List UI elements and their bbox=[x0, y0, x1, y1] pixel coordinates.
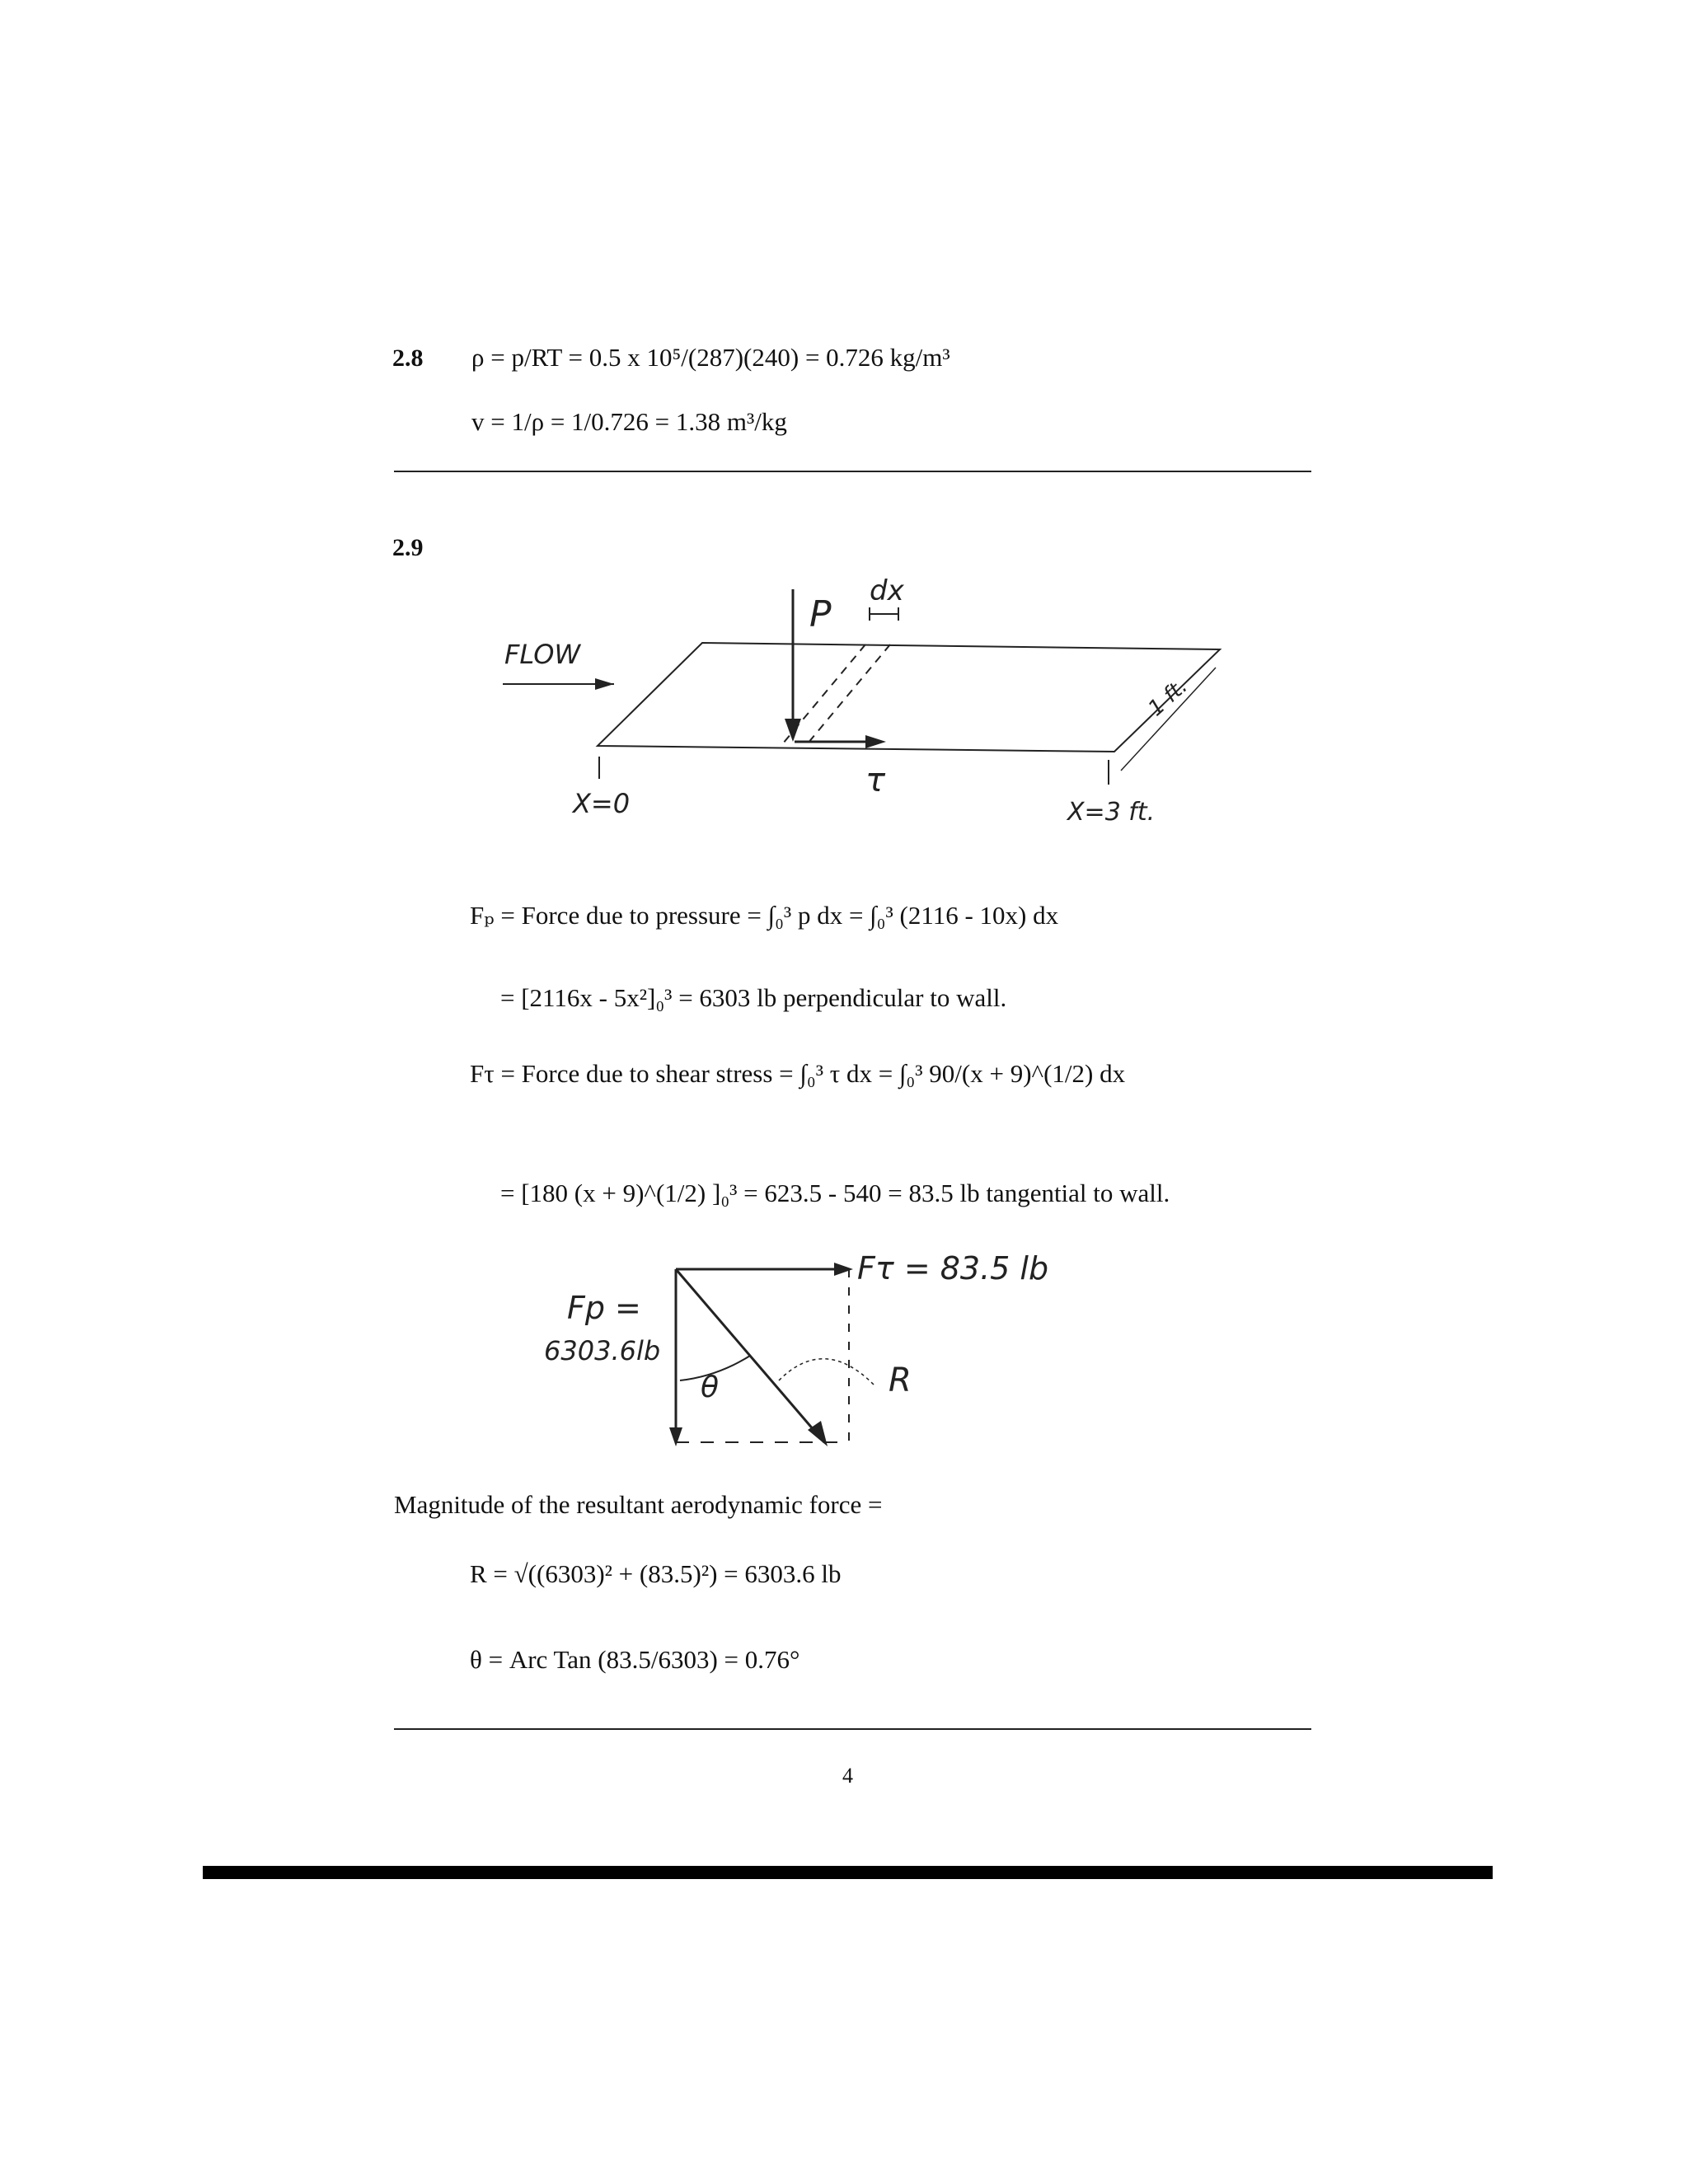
dx-label: dx bbox=[870, 574, 904, 607]
width-label: 1 ft. bbox=[1143, 673, 1193, 722]
plate-sketch bbox=[453, 569, 1278, 841]
force-vector-sketch bbox=[528, 1244, 1104, 1467]
resultant-equation: R = √((6303)² + (83.5)²) = 6303.6 lb bbox=[470, 1559, 842, 1588]
theta-equation: θ = Arc Tan (83.5/6303) = 0.76° bbox=[470, 1645, 800, 1674]
magnitude-text: Magnitude of the resultant aerodynamic force = bbox=[394, 1490, 883, 1519]
flat-plate bbox=[598, 643, 1220, 752]
x3-label: X=3 ft. bbox=[1067, 798, 1156, 827]
fp-result: = [2116x - 5x²]₀³ = 6303 lb perpendicular to wall. bbox=[500, 983, 1007, 1012]
flow-label: FLOW bbox=[504, 639, 581, 670]
specific-volume-equation: v = 1/ρ = 1/0.726 = 1.38 m³/kg bbox=[471, 407, 787, 436]
section-divider bbox=[394, 471, 1311, 472]
ftau-integral: Fτ = Force due to shear stress = ∫₀³ τ dx = ∫₀³ 90/(x + 9)^(1/2) dx bbox=[470, 1059, 1126, 1088]
problem-number-2-8: 2.8 bbox=[392, 344, 424, 372]
page-number: 4 bbox=[842, 1764, 853, 1788]
page-bottom-bar bbox=[203, 1866, 1493, 1879]
fp-integral: Fₚ = Force due to pressure = ∫₀³ p dx = ∫₀³ (2116 - 10x) dx bbox=[470, 901, 1059, 930]
r-label: R bbox=[889, 1361, 912, 1399]
p-label: P bbox=[809, 593, 832, 635]
theta-label: θ bbox=[701, 1371, 720, 1404]
fp-value: 6303.6lb bbox=[544, 1335, 661, 1366]
tau-label: τ bbox=[865, 762, 886, 799]
ftau-result: = [180 (x + 9)^(1/2) ]₀³ = 623.5 - 540 = 83.5 lb tangential to wall. bbox=[500, 1179, 1170, 1207]
ftau-label: Fτ = 83.5 lb bbox=[857, 1250, 1049, 1286]
problem-number-2-9: 2.9 bbox=[392, 534, 424, 561]
density-equation: ρ = p/RT = 0.5 x 10⁵/(287)(240) = 0.726 kg/m³ bbox=[471, 343, 950, 372]
bottom-divider bbox=[394, 1728, 1311, 1730]
fp-label: Fp = bbox=[567, 1290, 641, 1326]
x0-label: X=0 bbox=[573, 788, 631, 819]
